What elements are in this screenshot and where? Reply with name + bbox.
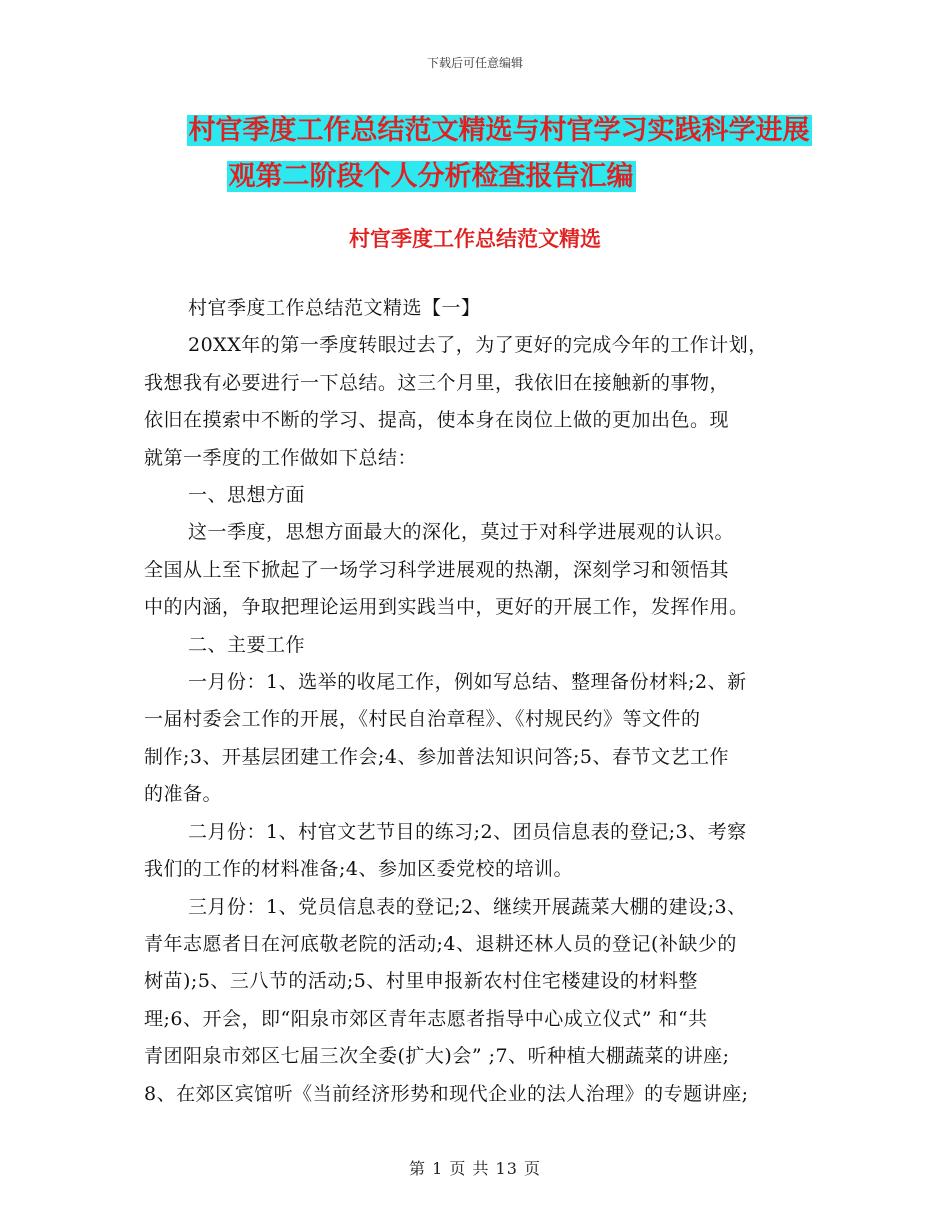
header-note: 下载后可任意编辑 (426, 56, 523, 70)
document-title-line-1 (24, 108, 950, 154)
paragraph-line: 20XX年的第一季度转眼过去了，为了更好的完成今年的工作计划， (188, 334, 768, 357)
paragraph-line: 村官季度工作总结范文精选【一】 (188, 297, 481, 319)
paragraph-line: 一月份：1、选举的收尾工作，例如写总结、整理备份材料;2、新 (188, 671, 747, 694)
paragraph-line: 中的内涵，争取把理论运用到实践当中，更好的开展工作，发挥作用。 (144, 596, 749, 619)
paragraph-line: 青年志愿者日在河底敬老院的活动;4、退耕还林人员的登记(补缺少的 (144, 932, 737, 955)
paragraph-line: 二月份：1、村官文艺节目的练习;2、团员信息表的登记;3、考察 (188, 820, 747, 843)
paragraph-line: 二、主要工作 (188, 633, 306, 656)
paragraph-line: 我想我有必要进行一下总结。这三个月里，我依旧在接触新的事物， (144, 371, 730, 394)
title-highlight-1: 村官季度工作总结范文精选与村官学习实践科学进展 (188, 115, 810, 146)
paragraph-line: 树苗);5、三八节的活动;5、村里申报新农村住宅楼建设的材料整 (144, 970, 698, 993)
paragraph-line: 三月份：1、党员信息表的登记;2、继续开展蔬菜大棚的建设;3、 (188, 895, 747, 918)
title-highlight-2: 观第二阶段个人分析检查报告汇编 (228, 161, 634, 192)
document-title-line-2 (0, 154, 906, 200)
section-title: 村官季度工作总结范文精选 (349, 227, 601, 251)
paragraph-line: 全国从上至下掀起了一场学习科学进展观的热潮，深刻学习和领悟其 (144, 558, 730, 581)
paragraph-line: 8、在郊区宾馆听《当前经济形势和现代企业的法人治理》的专题讲座; (144, 1082, 749, 1105)
paragraph-line: 青团阳泉市郊区七届三次全委(扩大)会” ;7、听种植大棚蔬菜的讲座; (144, 1045, 730, 1068)
paragraph-line: 这一季度，思想方面最大的深化，莫过于对科学进展观的认识。 (188, 521, 735, 544)
paragraph-line: 制作;3、开基层团建工作会;4、参加普法知识问答;5、春节文艺工作 (144, 745, 729, 768)
paragraph-line: 的准备。 (144, 783, 223, 806)
document-body (144, 290, 810, 1113)
paragraph-line: 依旧在摸索中不断的学习、提高，使本身在岗位上做的更加出色。现 (144, 409, 730, 432)
paragraph-line: 一届村委会工作的开展，《村民自治章程》、《村规民约》等文件的 (144, 708, 701, 731)
page-number-footer: 第 1 页 共 13 页 (409, 1159, 541, 1178)
paragraph-line: 我们的工作的材料准备;4、参加区委党校的培训。 (144, 858, 573, 881)
paragraph-line: 理;6、开会，即“阳泉市郊区青年志愿者指导中心成立仪式” 和“共 (144, 1007, 708, 1030)
paragraph-line: 就第一季度的工作做如下总结： (144, 446, 418, 469)
paragraph-line: 一、思想方面 (188, 484, 306, 507)
